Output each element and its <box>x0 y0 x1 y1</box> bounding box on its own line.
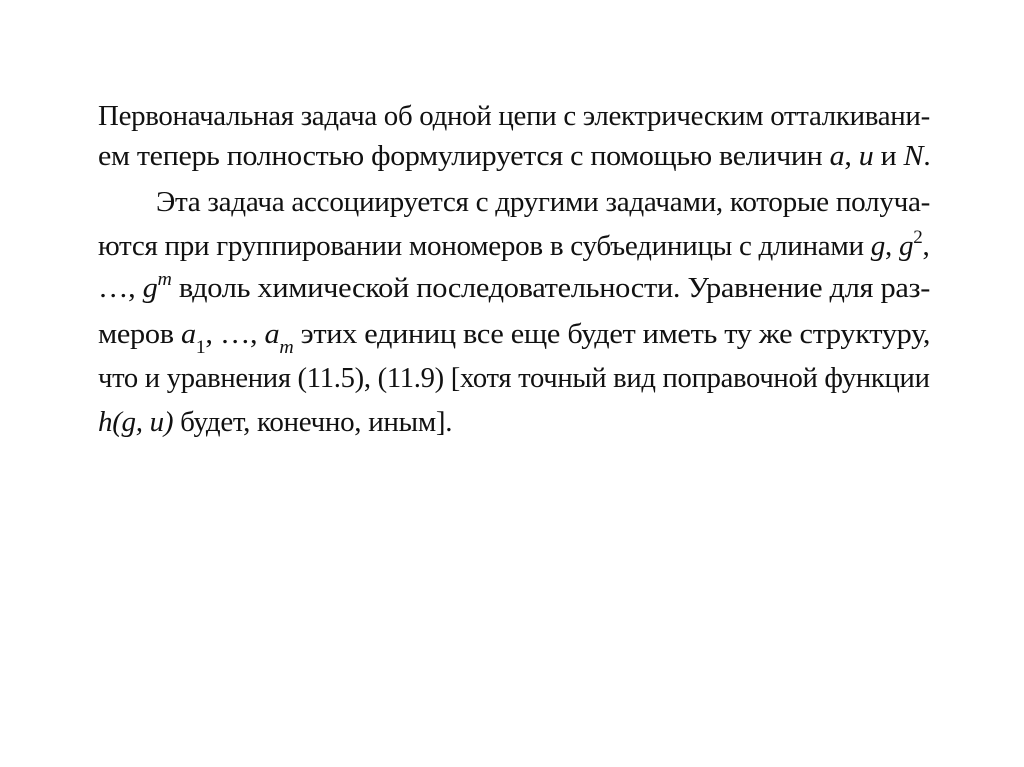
paragraph-2-line-2 <box>98 226 929 266</box>
text-run: вдоль химической последовательности. Уравнение для раз- <box>171 272 931 304</box>
subscript-m <box>279 337 293 358</box>
paragraph-2-line-3 <box>98 268 930 308</box>
function-h: h <box>98 406 113 438</box>
text-run: меров <box>98 318 181 350</box>
variable-a: a <box>264 318 280 350</box>
ellipsis: …, <box>98 272 143 304</box>
paragraph-2-line-6 <box>98 402 452 442</box>
paragraph-2-line-4 <box>98 314 931 358</box>
variable-a: a <box>829 140 845 172</box>
text-run: будет, конечно, иным]. <box>173 406 453 438</box>
separator: , <box>844 140 859 172</box>
period: . <box>923 140 931 172</box>
variable-m: m <box>157 269 172 290</box>
variable-u: u <box>858 140 874 172</box>
paragraph-2-line-1: Эта задача ассоциируется с другими задачами, которые получа- <box>156 186 931 218</box>
function-arguments: (g, u) <box>112 406 174 438</box>
paragraph-1-line-1: Первоначальная задача об одной цепи с электрическим отталкивани- <box>98 100 930 132</box>
exponent-m <box>158 269 172 290</box>
variable-g: g <box>899 230 914 262</box>
variable-g: g <box>870 230 886 262</box>
variable-g: g <box>142 272 158 304</box>
text-run: этих единиц все еще будет иметь ту же структуру, <box>293 318 931 350</box>
variable-a: a <box>180 318 196 350</box>
separator: , <box>885 230 900 262</box>
conjunction: и <box>873 140 904 172</box>
variable-N: N <box>903 140 924 172</box>
separator: , <box>922 230 930 262</box>
ellipsis: , …, <box>205 318 265 350</box>
variable-m: m <box>279 337 294 358</box>
paragraph-1-line-2 <box>98 136 930 176</box>
text-run: ются при группировании мономеров в субъединицы с длинами <box>98 230 871 262</box>
text-run: ем теперь полностью формулируется с помощью величин <box>98 140 830 172</box>
subscript-1: 1 <box>195 337 206 358</box>
exponent-2: 2 <box>913 227 923 248</box>
paragraph-2-line-5: что и уравнения (11.5), (11.9) [хотя точный вид поправочной функции <box>98 362 930 394</box>
